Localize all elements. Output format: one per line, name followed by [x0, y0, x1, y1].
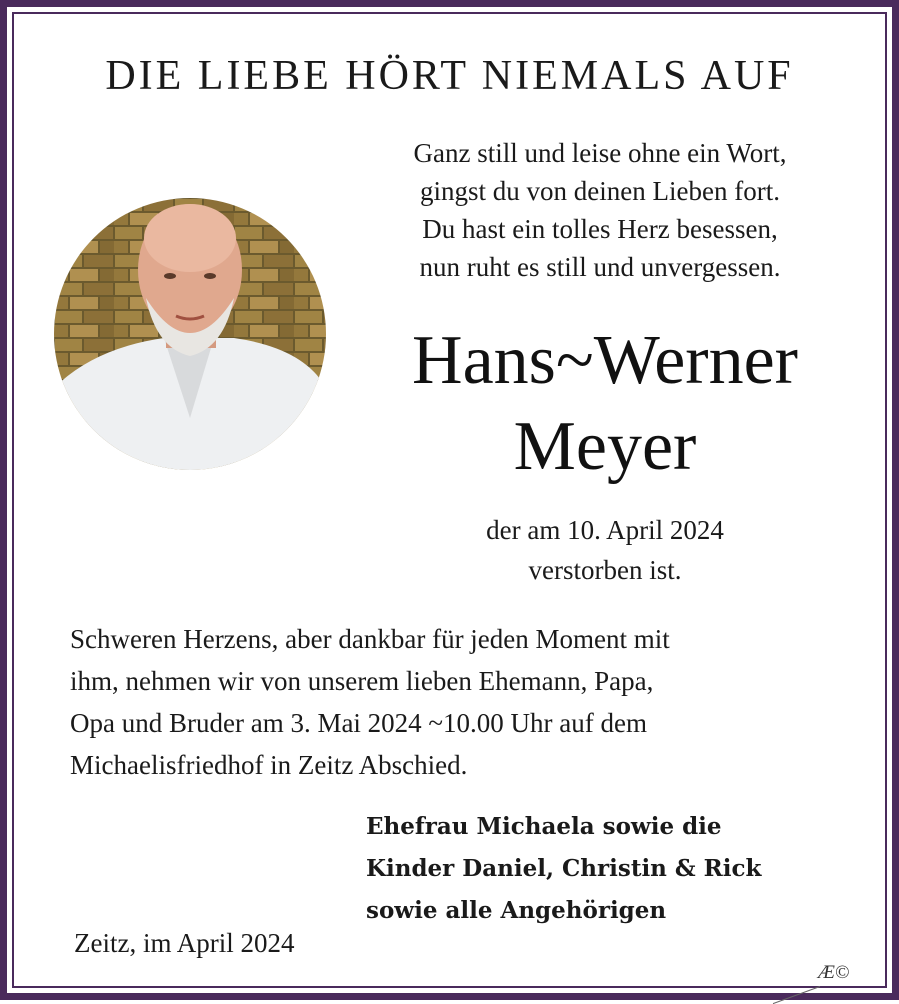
name-first: Hans~Werner — [412, 322, 798, 399]
body-line: Schweren Herzens, aber dankbar für jeden Moment mit — [70, 624, 670, 654]
poem-line: nun ruht es still und unvergessen. — [419, 252, 781, 282]
family-line: Ehefrau Michaela sowie die — [366, 813, 722, 840]
body-text — [70, 618, 850, 786]
death-notice — [380, 510, 830, 590]
portrait-image — [54, 198, 326, 470]
poem-line: Du hast ein tolles Herz besessen, — [422, 214, 778, 244]
place-date: Zeitz, im April 2024 — [74, 928, 295, 958]
family-signature — [366, 806, 846, 932]
copyright-mark: Æ© — [818, 962, 850, 983]
headline: DIE LIEBE HÖRT NIEMALS AUF — [105, 53, 794, 99]
body-line: Michaelisfriedhof in Zeitz Abschied. — [70, 750, 468, 780]
poem-line: Ganz still und leise ohne ein Wort, — [413, 138, 787, 168]
body-line: Opa und Bruder am 3. Mai 2024 ~10.00 Uhr auf dem — [70, 708, 647, 738]
name-last: Meyer — [513, 408, 697, 485]
family-line: sowie alle Angehörigen — [366, 897, 667, 924]
poem-line: gingst du von deinen Lieben fort. — [420, 176, 780, 206]
poem — [350, 134, 850, 286]
portrait-photo — [54, 198, 326, 470]
body-line: ihm, nehmen wir von unserem lieben Ehemann, Papa, — [70, 666, 654, 696]
deceased-name — [340, 318, 870, 490]
death-line: der am 10. April 2024 — [486, 515, 724, 545]
death-line: verstorben ist. — [528, 555, 682, 585]
family-line: Kinder Daniel, Christin & Rick — [366, 855, 762, 882]
